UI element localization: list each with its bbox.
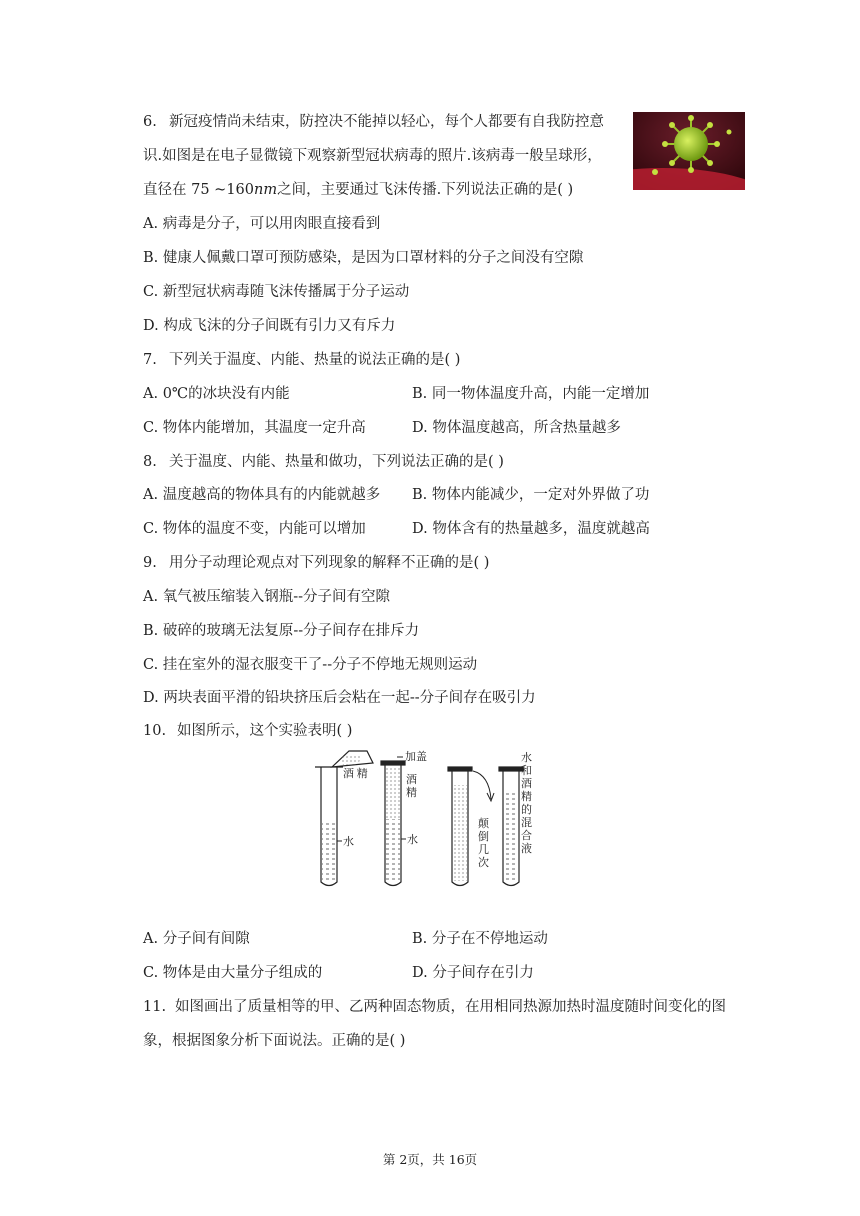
- q10-stem: 10. 如图所示，这个实验表明( ): [143, 723, 353, 739]
- q9-option-b: B. 破碎的玻璃无法复原--分子间存在排斥力: [143, 623, 420, 639]
- q6-option-d: D. 构成飞沫的分子间既有引力又有斥力: [143, 318, 396, 334]
- q10-option-c: C. 物体是由大量分子组成的: [143, 965, 323, 981]
- lid-label: 加盖: [405, 751, 427, 763]
- q7-option-d: D. 物体温度越高，所含热量越多: [412, 420, 621, 436]
- svg-text:水: 水: [521, 752, 532, 764]
- q8-option-a: A. 温度越高的物体具有的内能就越多: [143, 487, 381, 503]
- svg-text:合: 合: [521, 830, 532, 842]
- q10-option-d: D. 分子间存在引力: [412, 965, 534, 981]
- q7-stem: 7. 下列关于温度、内能、热量的说法正确的是( ): [143, 352, 461, 368]
- q9-stem: 9. 用分子动理论观点对下列现象的解释不正确的是( ): [143, 555, 490, 571]
- funnel-label: 酒 精: [343, 768, 368, 780]
- q11-line1: 11. 如图画出了质量相等的甲、乙两种固态物质，在用相同热源加热时温度随时间变化的图: [143, 999, 726, 1015]
- q9-option-a: A. 氧气被压缩装入钢瓶--分子间有空隙: [143, 589, 390, 605]
- q7-option-c: C. 物体内能增加，其温度一定升高: [143, 420, 366, 436]
- svg-text:颠: 颠: [478, 818, 489, 830]
- q9-option-d: D. 两块表面平滑的铅块挤压后会粘在一起--分子间存在吸引力: [143, 690, 536, 706]
- coronavirus-photo: [633, 112, 745, 190]
- svg-text:酒: 酒: [521, 778, 532, 790]
- svg-text:的: 的: [521, 804, 532, 816]
- water-label-1: 水: [343, 836, 354, 848]
- svg-text:精: 精: [406, 787, 417, 799]
- q6-option-c: C. 新型冠状病毒随飞沫传播属于分子运动: [143, 284, 410, 300]
- q10-option-b: B. 分子在不停地运动: [412, 931, 548, 947]
- svg-text:精: 精: [521, 791, 532, 803]
- q6-line3: 直径在 75 ~160nm之间，主要通过飞沫传播.下列说法正确的是( ): [143, 182, 574, 198]
- water-label-2: 水: [407, 834, 418, 846]
- q6-option-b: B. 健康人佩戴口罩可预防感染，是因为口罩材料的分子之间没有空隙: [143, 250, 584, 266]
- svg-text:酒: 酒: [406, 774, 417, 786]
- q8-option-b: B. 物体内能减少，一定对外界做了功: [412, 487, 650, 503]
- q8-option-d: D. 物体含有的热量越多，温度就越高: [412, 521, 650, 537]
- svg-text:几: 几: [478, 844, 489, 856]
- q9-option-c: C. 挂在室外的湿衣服变干了--分子不停地无规则运动: [143, 657, 478, 673]
- q7-option-b: B. 同一物体温度升高，内能一定增加: [412, 386, 650, 402]
- q8-option-c: C. 物体的温度不变，内能可以增加: [143, 521, 366, 537]
- q6-option-a: A. 病毒是分子，可以用肉眼直接看到: [143, 216, 381, 232]
- page-footer: 第 2页，共 16页: [382, 1152, 478, 1167]
- svg-text:混: 混: [521, 817, 532, 829]
- q6-line2: 识.如图是在电子显微镜下观察新型冠状病毒的照片.该病毒一般呈球形，: [143, 148, 602, 164]
- svg-text:倒: 倒: [478, 831, 489, 843]
- svg-text:和: 和: [521, 765, 532, 777]
- svg-text:次: 次: [478, 857, 489, 869]
- q7-option-a: A. 0℃的冰块没有内能: [143, 386, 290, 402]
- alcohol-water-experiment-diagram: [313, 747, 535, 890]
- q6-line1: 6. 新冠疫情尚未结束，防控决不能掉以轻心，每个人都要有自我防控意: [143, 114, 604, 130]
- q10-option-a: A. 分子间有间隙: [143, 931, 250, 947]
- q8-stem: 8. 关于温度、内能、热量和做功，下列说法正确的是( ): [143, 454, 504, 470]
- svg-text:液: 液: [521, 843, 532, 855]
- q6-number: 6.: [143, 114, 157, 130]
- q11-line2: 象，根据图象分析下面说法。正确的是( ): [143, 1033, 406, 1049]
